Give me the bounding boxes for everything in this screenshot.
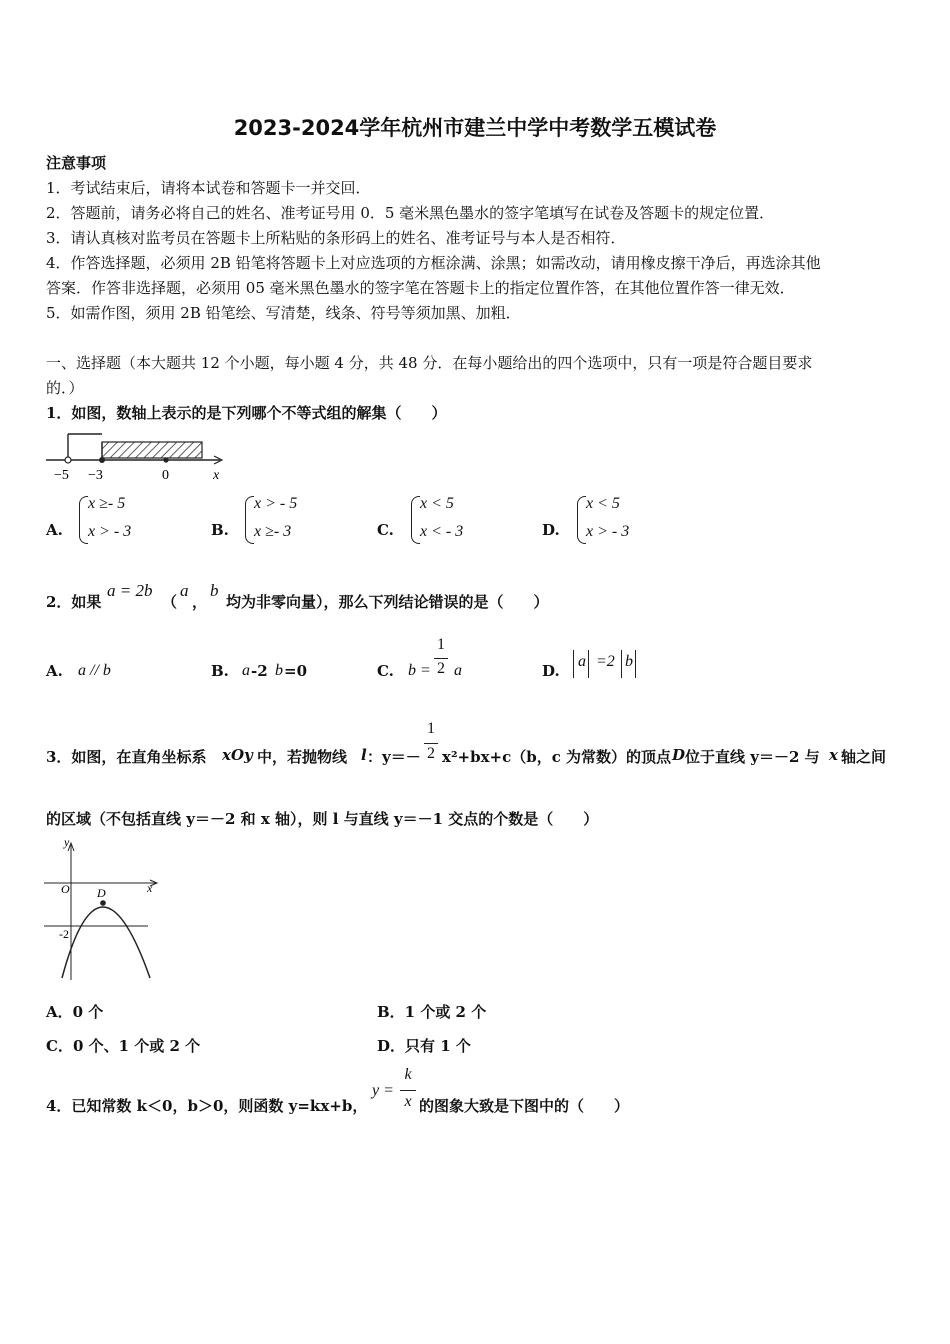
question-3-x: x <box>829 746 838 764</box>
notice-item: 3．请认真核对监考员在答题卡上所粘贴的条形码上的姓名、准考证号与本人是否相符． <box>46 229 626 247</box>
q2-option-b-post: =0 <box>284 662 308 680</box>
abs-bar <box>621 650 622 678</box>
axis-label-neg5: −5 <box>54 468 69 482</box>
notice-item: 5．如需作图，须用 2B 铅笔绘、写清楚，线条、符号等须加黑、加粗． <box>46 304 521 322</box>
section-header-line1: 一、选择题（本大题共 12 个小题，每小题 4 分，共 48 分．在每小题给出的四个选项中，只有一项是符合题目要求 <box>46 354 813 372</box>
question-3-l: l <box>361 746 367 764</box>
question-2-suffix: 均为非零向量），那么下列结论错误的是（ ） <box>226 593 549 611</box>
option-a-bottom: x > - 3 <box>88 523 132 540</box>
q2-option-c-numerator: 1 <box>437 636 445 653</box>
question-3-D: D <box>672 746 686 764</box>
fraction-bar <box>400 1090 416 1091</box>
option-b-letter: B. <box>211 521 229 539</box>
question-3-part5: 位于直线 y＝－2 与 <box>685 748 820 766</box>
q3-option-a: A．0 个 <box>46 1003 104 1021</box>
option-c-bottom: x < - 3 <box>420 523 464 540</box>
question-4-y-eq: y = <box>372 1082 394 1099</box>
option-c-letter: C. <box>377 521 394 539</box>
question-2-paren: （ <box>162 593 178 611</box>
option-b-bottom: x ≥- 3 <box>254 523 292 540</box>
abs-bar <box>588 650 589 678</box>
q3-option-b: B．1 个或 2 个 <box>377 1003 487 1021</box>
notice-item: 答案．作答非选择题，必须用 05 毫米黑色墨水的签字笔在答题卡上的指定位置作答，在其他位置作答一律无效． <box>46 279 795 297</box>
q2-option-a-letter: A. <box>46 662 63 680</box>
q2-option-d-eq: =2 <box>596 653 615 670</box>
brace-icon <box>245 496 254 544</box>
question-2-comma: ， <box>192 593 208 611</box>
option-b-top: x > - 5 <box>254 495 298 512</box>
question-3-line2: 的区域（不包括直线 y＝－2 和 x 轴），则 l 与直线 y＝－1 交点的个数是（ ） <box>46 810 599 828</box>
axis-label-neg3: −3 <box>88 468 103 482</box>
parabola-curve <box>62 907 150 978</box>
question-3-part2: 中，若抛物线 <box>257 748 348 766</box>
question-3-part4: x²+bx+c（b，c 为常数）的顶点 <box>442 748 672 766</box>
number-line-figure <box>44 430 229 482</box>
q2-option-c-denominator: 2 <box>437 660 445 677</box>
label-origin: O <box>61 882 70 896</box>
axis-label-x: x <box>213 468 220 482</box>
option-c-top: x < 5 <box>420 495 454 512</box>
solution-region-hatch <box>102 442 202 458</box>
q2-option-b-var-a: a <box>242 662 250 679</box>
question-3-xoy: xOy <box>222 746 253 764</box>
section-header-line2: 的．） <box>46 379 84 397</box>
q2-option-c-letter: C. <box>377 662 394 680</box>
label-x: x <box>147 881 153 895</box>
abs-bar <box>635 650 636 678</box>
notice-item: 2．答题前，请务必将自己的姓名、准考证号用 0．5 毫米黑色墨水的签字笔填写在试卷及答题卡的规定位置． <box>46 204 775 222</box>
q2-option-b-mid: -2 <box>251 662 268 680</box>
abs-bar <box>573 650 574 678</box>
brace-icon <box>79 496 88 544</box>
notice-item: 1．考试结束后，请将本试卷和答题卡一并交回． <box>46 179 371 197</box>
label-neg2: -2 <box>59 927 69 941</box>
q2-option-d-b: b <box>625 653 633 670</box>
question-3-denominator: 2 <box>427 745 435 762</box>
option-a-letter: A. <box>46 521 63 539</box>
question-3-part3: ：y＝－ <box>367 748 421 766</box>
notice-item: 4．作答选择题，必须用 2B 铅笔将答题卡上对应选项的方框涂满、涂黑；如需改动，请用橡皮擦干净后，再选涂其他 <box>46 254 821 272</box>
vertex-point <box>100 900 106 906</box>
q2-option-d-a: a <box>578 653 586 670</box>
question-2-var-a: a <box>180 581 189 600</box>
q3-option-d: D．只有 1 个 <box>377 1037 471 1055</box>
brace-icon <box>577 496 586 544</box>
question-3-part1: 3．如图，在直角坐标系 <box>46 748 207 766</box>
fraction-bar <box>424 743 438 744</box>
question-4-prefix: 4．已知常数 k＜0，b＞0，则函数 y=kx+b， <box>46 1097 368 1115</box>
question-4-denominator: x <box>404 1093 412 1110</box>
question-3-part6: 轴之间 <box>841 748 887 766</box>
parabola-figure <box>44 840 164 982</box>
q2-option-c-lhs: b = <box>408 662 431 679</box>
open-point-neg5 <box>65 457 71 463</box>
label-y: y <box>64 840 70 849</box>
question-4-suffix: 的图象大致是下图中的（ ） <box>419 1097 630 1115</box>
q2-option-b-letter: B. <box>211 662 229 680</box>
tick-point-0 <box>163 457 168 462</box>
question-2-var-b: b <box>210 581 219 600</box>
option-d-top: x < 5 <box>586 495 620 512</box>
question-4-numerator: k <box>404 1066 412 1083</box>
option-d-bottom: x > - 3 <box>586 523 630 540</box>
question-1-stem: 1．如图，数轴上表示的是下列哪个不等式组的解集（ ） <box>46 404 447 422</box>
q2-option-c-rhs: a <box>454 662 462 679</box>
axis-label-0: 0 <box>162 468 169 482</box>
option-d-letter: D. <box>542 521 560 539</box>
solid-point-neg3 <box>99 457 105 463</box>
q2-option-b-var-b: b <box>275 662 283 679</box>
fraction-bar <box>434 658 448 659</box>
page-title: 2023-2024学年杭州市建兰中学中考数学五模试卷 <box>233 116 717 140</box>
question-2-formula: a = 2b <box>107 581 153 600</box>
option-a-top: x ≥- 5 <box>88 495 126 512</box>
question-2-prefix: 2．如果 <box>46 593 102 611</box>
brace-icon <box>411 496 420 544</box>
notice-heading: 注意事项 <box>46 154 107 172</box>
label-vertex: D <box>97 886 106 900</box>
q3-option-c: C．0 个、1 个或 2 个 <box>46 1037 201 1055</box>
q2-option-d-letter: D. <box>542 662 560 680</box>
q2-option-a-text: a // b <box>78 662 111 679</box>
question-3-numerator: 1 <box>427 720 435 737</box>
